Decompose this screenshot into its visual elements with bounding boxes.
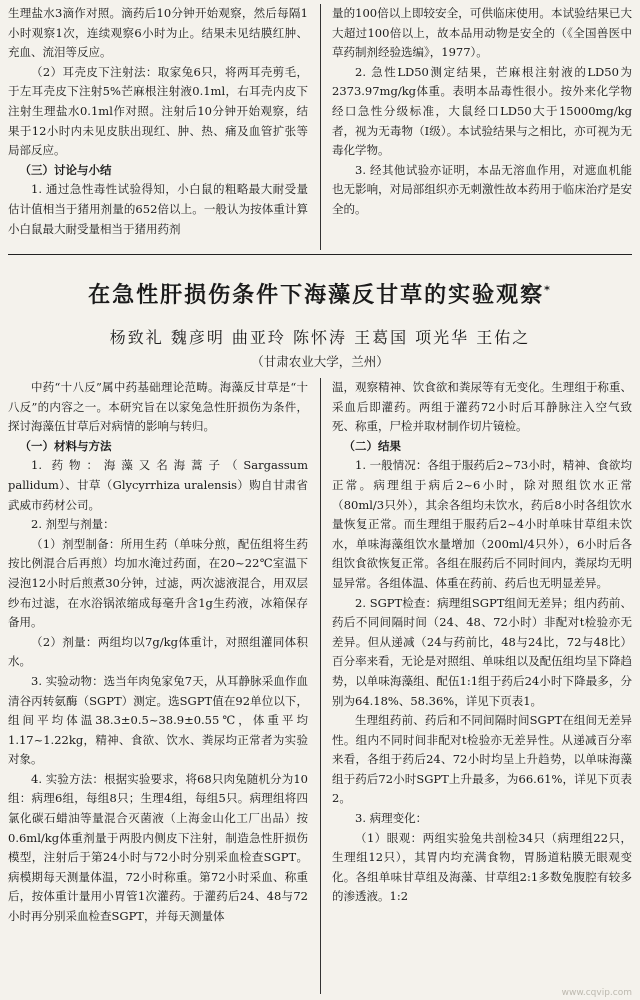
article-affiliation: （甘肃农业大学，兰州） (251, 354, 389, 369)
paragraph: 4. 实验方法：根据实验要求，将68只肉兔随机分为10组：病理6组，每组8只；生理4组，每组5只。病理组将四氯化碳石蜡油等量混合灭菌液（上海金山化工厂出品）按0.6ml/kg体重剂量于两股内侧皮下注射，制造急性肝损伤模型，注射后于第24小时与72小时分别采血检查SGPT。病模期每天测量体温，72小时称重。第72小时采血、称重后，按体重计量用小胃管1次灌药。于灌药后24、48与72小时再分别采血检查SGPT，并每天测量体 (8, 771, 308, 924)
paragraph: 量的100倍以上即较安全，可供临床使用。本试验结果已大大超过100倍以上，故本品用动物是安全的（《全国兽医中草药制剂经验选编》，1977）。 (332, 6, 632, 60)
paragraph: 1. 药物：海藻又名海蒿子（Sargassum pallidum）、甘草（Glycyrrhiza uralensis）购自甘肃省武威市药材公司。 (8, 458, 308, 512)
paragraph: （1）剂型制备：所用生药（单味分煎，配伍组将生药按比例混合后再煎）均加水淹过药面，在20~22℃室温下浸泡12小时后煎煮30分钟，过滤，两次滤液混合，用双层纱布过滤，在水浴锅浓缩成每毫升含1g生药液，冰箱保存备用。 (8, 536, 308, 630)
paragraph: 2. SGPT检查：病理组SGPT组间无差异；组内药前、药后不同间隔时间（24、48、72小时）非配对t检验亦无差异。但从递减（24与药前比，48与24比，72与48比）百分率来看，无论是对照组、单味组以及配伍组均呈下降趋势，以单味海藻组、配伍1:1组于药后24小时下降最多，分别为64.18%、58.36%，详见下页表1。 (332, 595, 632, 708)
paragraph: 3. 实验动物：选当年肉兔家兔7天，从耳静脉采血作血清谷丙转氨酶（SGPT）测定。选SGPT值在92单位以下，组间平均体温38.3±0.5~38.9±0.55℃，体重平均1.17~1.22kg，精神、食欲、饮水、粪尿均正常者为实验对象。 (8, 673, 308, 767)
column-divider-main (320, 378, 321, 994)
paragraph: 2. 急性LD50测定结果，芒麻根注射液的LD50为2373.97mg/kg体重。表明本品毒性很小。按外来化学物经口急性分级标准，大鼠经口LD50大于15000mg/kg者，视为无毒物（Ⅰ级）。本试验结果与之相比，亦可视为无毒化学物。 (332, 64, 632, 158)
paragraph: （2）剂量：两组均以7g/kg体重计，对照组灌同体积水。 (8, 634, 308, 669)
paragraph: 1. 通过急性毒性试验得知，小白鼠的粗略最大耐受量估计值相当于猪用剂量的652倍以上。一般认为按体重计算小白鼠最大耐受量相当于猪用药剂 (8, 182, 308, 236)
paragraph: （1）眼观：两组实验兔共剖检34只（病理组22只，生理组12只），其胃内均充满食物，胃肠道粘膜无眼观变化。各组单味甘草组及海藻、甘草组2:1多数兔腹腔有较多的渗透液。1:2 (332, 830, 632, 904)
watermark: www.cqvip.com (561, 988, 632, 998)
top-left-column (8, 4, 308, 239)
paragraph: 温，观察精神、饮食欲和粪尿等有无变化。生理组于称重、采血后即灌药。两组于灌药72小时后耳静脉注入空气致死、称重，尸检并取材制作切片镜检。 (332, 380, 632, 434)
title-footnote-mark: * (544, 283, 552, 297)
paragraph: 中药“十八反”属中药基础理论范畴。海藻反甘草是“十八反”的内容之一。本研究旨在以家兔急性肝损伤为条件，探讨海藻伍甘草后对病情的影响与转归。 (8, 380, 308, 434)
body-right-column (332, 378, 632, 907)
paragraph: 生理盐水3滴作对照。滴药后10分钟开始观察，然后每隔1小时观察1次，连续观察6小时为止。结果未见结膜红肿、充血、流泪等反应。 (8, 6, 308, 60)
paragraph: 3. 病理变化： (355, 811, 428, 826)
previous-article-section (8, 4, 632, 252)
section-heading: （一）材料与方法 (19, 438, 112, 453)
article-title-text: 在急性肝损伤条件下海藻反甘草的实验观察 (88, 283, 545, 308)
article-title (0, 278, 640, 309)
paragraph: 3. 经其他试验亦证明，本品无溶血作用，对遮血机能也无影响，对局部组织亦无刺激性故本药用于临床治疗是安全的。 (332, 162, 632, 216)
column-divider-top (320, 4, 321, 250)
paragraph: 生理组药前、药后和不同间隔时间SGPT在组间无差异性。组内不同时间非配对t检验亦无差异性。从递减百分率来看，各组于药后24、72小时均呈上升趋势，以单味海藻组于药后72小时SGPT上升最多，为66.61%，详见下页表2。 (332, 713, 632, 806)
paragraph: 1. 一般情况：各组于服药后2~73小时，精神、食欲均正常。病理组于病后2~6小时，除对照组饮水正常（80ml/3只外），其余各组均未饮水，药后8小时各组饮水量恢复正常。而生理组于服药后2~4小时单味甘草组未饮水，单味海藻组饮水量增加（200ml/4只外），6小时后各组饮食欲恢复正常。各组在服药后不同时间内，粪尿均无明显异常。各组体温、体重在药前、药后也无明显差异。 (332, 458, 632, 590)
body-left-column (8, 378, 308, 927)
paragraph: 2. 剂型与剂量： (31, 517, 115, 532)
article-authors: 杨致礼 魏彦明 曲亚玲 陈怀涛 王葛国 项光华 王佑之 (109, 328, 531, 347)
section-divider (8, 254, 632, 255)
top-right-column (332, 4, 632, 220)
section-heading: （三）讨论与小结 (19, 162, 112, 177)
paragraph: （2）耳壳皮下注射法：取家兔6只，将两耳壳剪毛，于左耳壳皮下注射5%芒麻根注射液0.1ml，右耳壳内皮下注射生理盐水0.1ml作对照。注射后10分钟开始观察，结果于12小时内未见皮肤出现红、肿、热、痛及血管扩张等局部反应。 (8, 64, 308, 158)
article-body (8, 378, 632, 998)
section-heading: （二）结果 (343, 438, 401, 453)
